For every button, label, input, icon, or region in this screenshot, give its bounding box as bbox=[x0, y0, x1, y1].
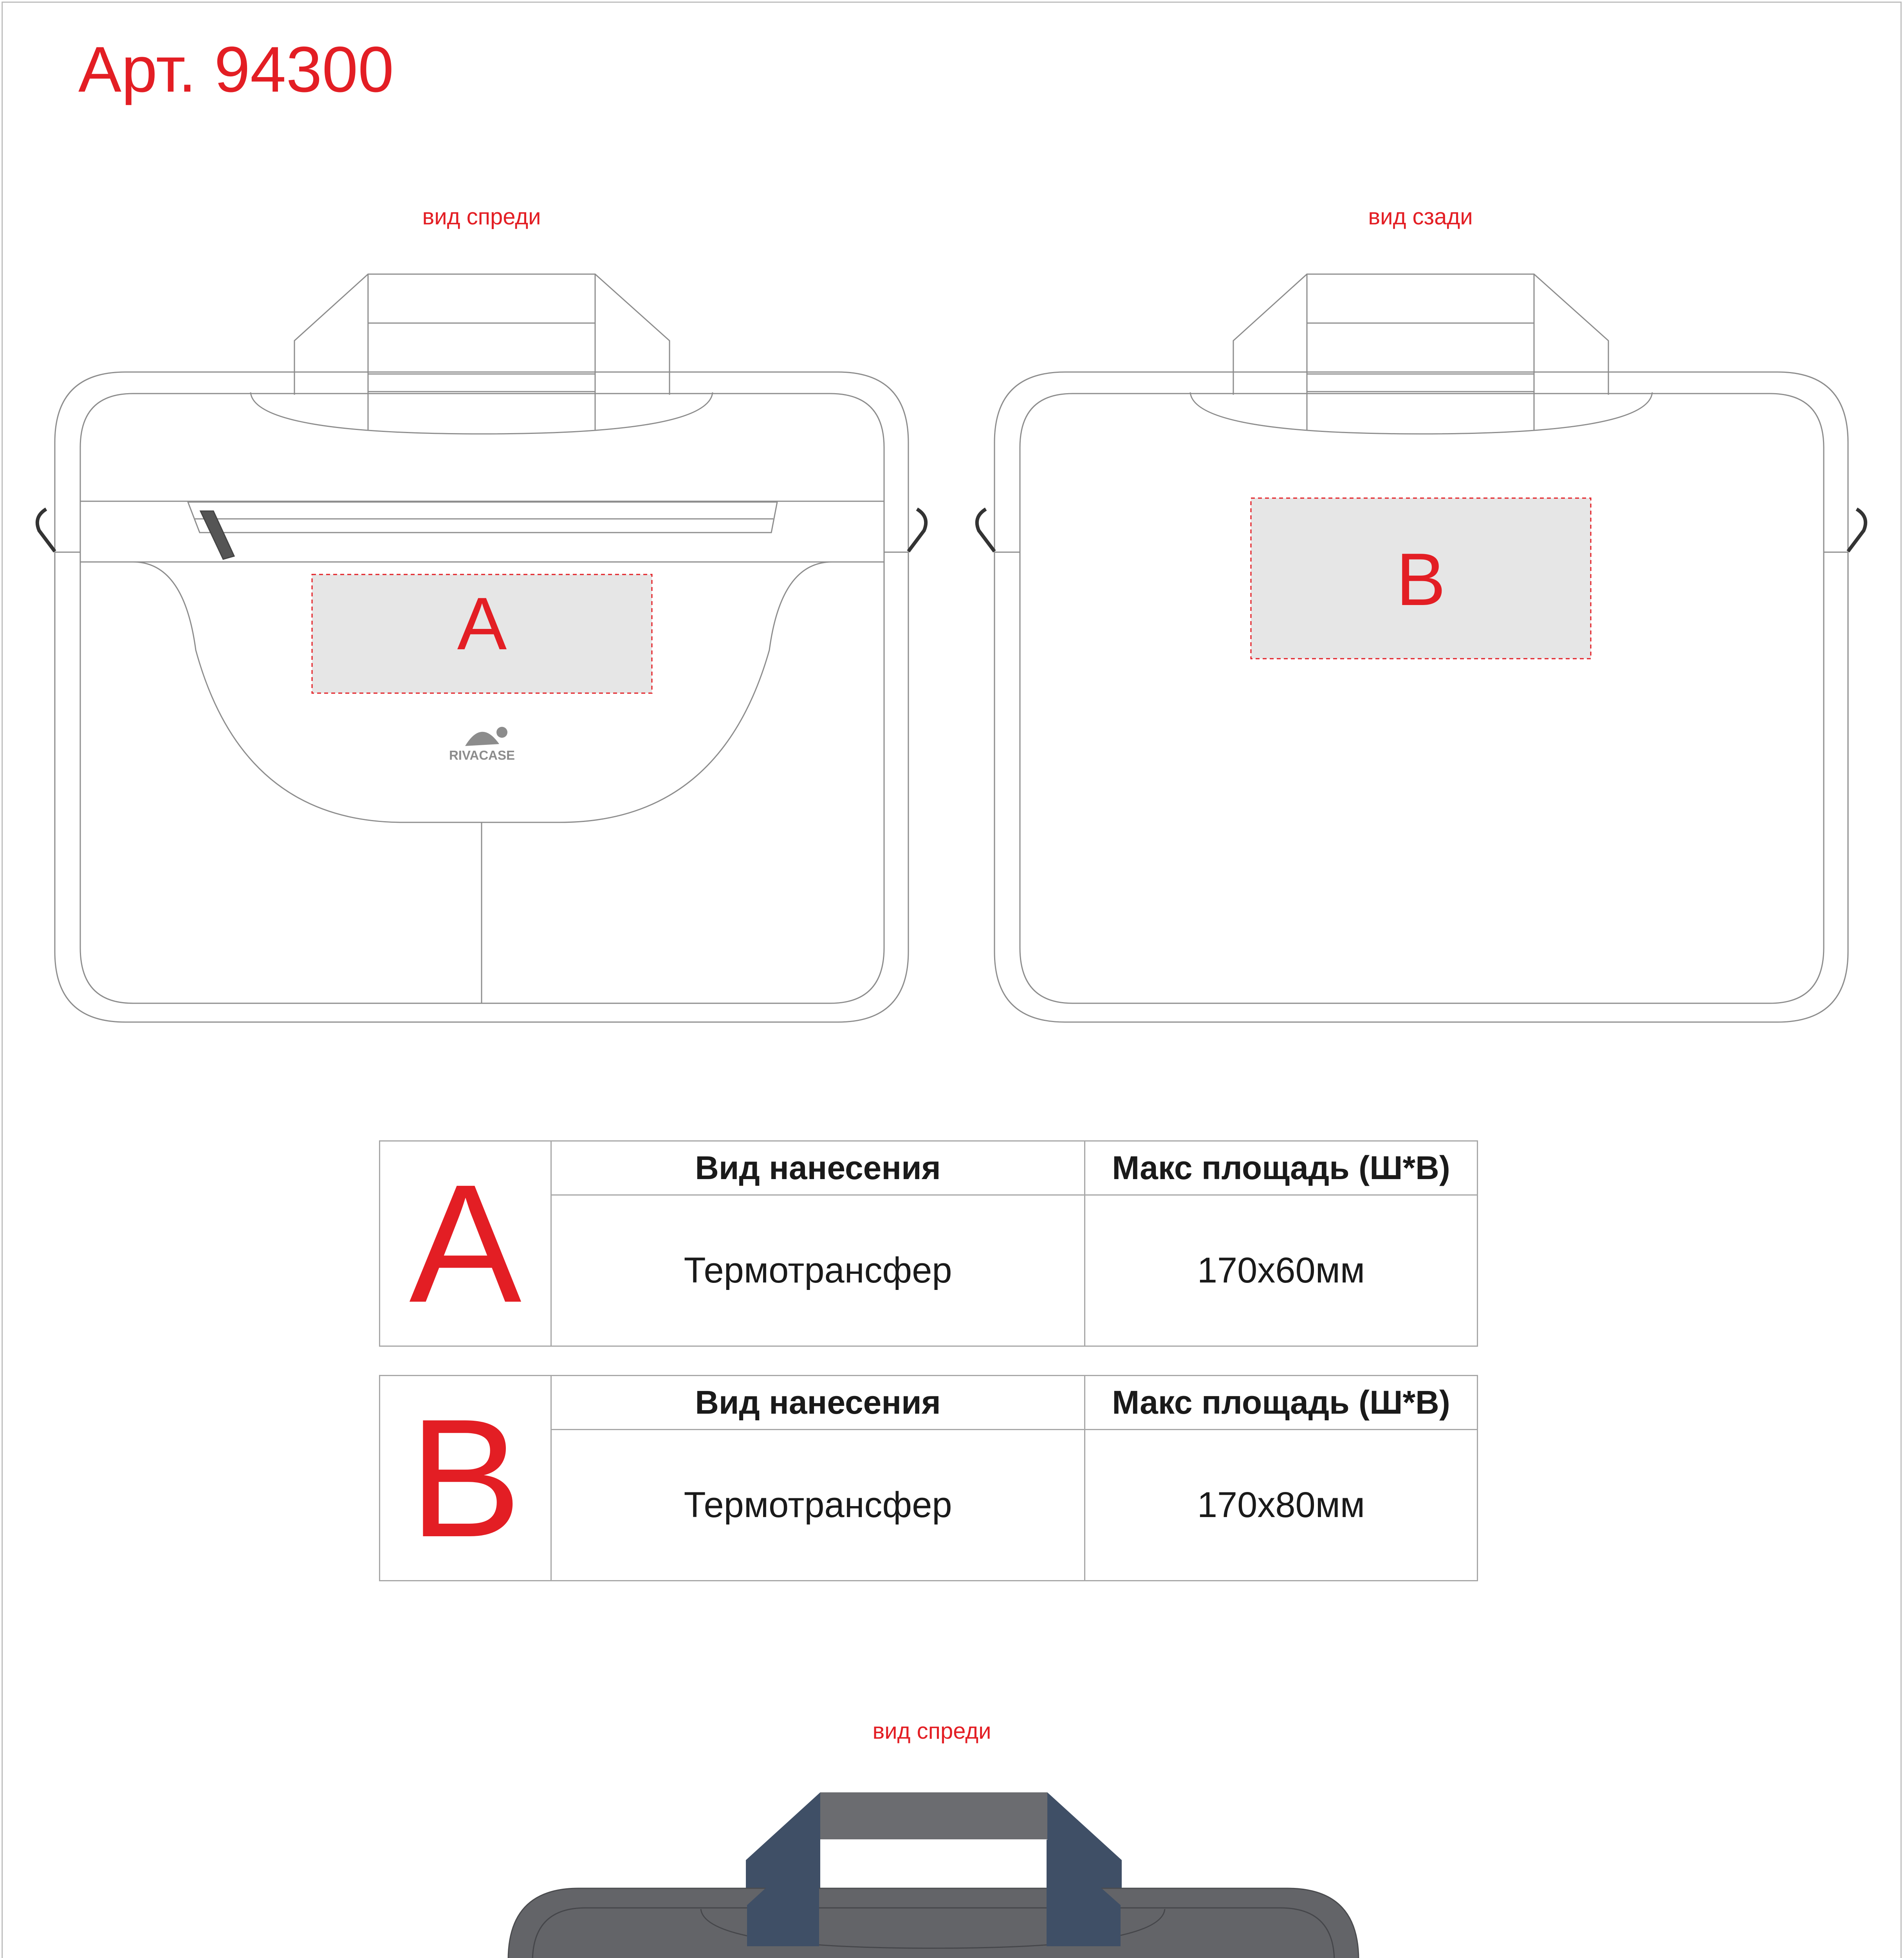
spec-b-method-value: Термотрансфер bbox=[551, 1430, 1085, 1581]
print-zone-a-label: A bbox=[457, 582, 507, 665]
spec-a-method-header: Вид нанесения bbox=[551, 1141, 1085, 1195]
spec-a-size-header: Макс площадь (Ш*В) bbox=[1085, 1141, 1478, 1195]
photo-view-label: вид спреди bbox=[872, 1718, 991, 1744]
front-brand-logo: RIVACASE bbox=[449, 748, 515, 762]
spec-a-letter: A bbox=[380, 1141, 551, 1346]
photo-view-bag bbox=[489, 1792, 1377, 1958]
front-view-label: вид спреди bbox=[422, 204, 541, 229]
spec-b-size-value: 170х80мм bbox=[1085, 1430, 1478, 1581]
spec-a-method-value: Термотрансфер bbox=[551, 1195, 1085, 1346]
spec-a-size-value: 170х60мм bbox=[1085, 1195, 1478, 1346]
spec-table-a bbox=[379, 1140, 1478, 1347]
article-title: Арт. 94300 bbox=[78, 33, 394, 105]
spec-table-b bbox=[379, 1375, 1478, 1581]
spec-b-size-header: Макс площадь (Ш*В) bbox=[1085, 1376, 1478, 1430]
spec-b-letter: B bbox=[380, 1376, 551, 1581]
back-view-label: вид сзади bbox=[1368, 204, 1473, 229]
spec-b-method-header: Вид нанесения bbox=[551, 1376, 1085, 1430]
print-zone-b-label: B bbox=[1396, 538, 1446, 621]
turtle-logo-icon bbox=[465, 727, 507, 746]
